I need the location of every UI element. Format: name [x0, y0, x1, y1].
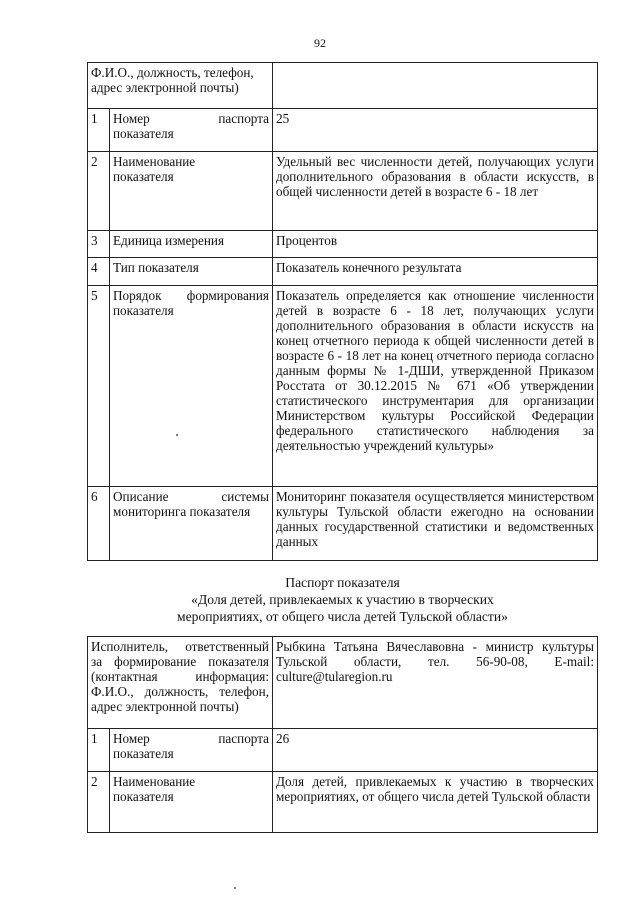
row-number: 4: [88, 258, 110, 286]
row-value: Удельный вес численности детей, получающих услуги дополнительного образования в области искусств, в общей численности детей в возрасте 6 - 18 лет: [273, 152, 598, 231]
label-word: паспорта: [218, 111, 269, 126]
row-label: [110, 487, 273, 561]
scan-speck: [234, 887, 236, 889]
row-label: Наименование показателя: [110, 152, 273, 231]
label-word: показателя: [113, 126, 174, 141]
row-label: Единица измерения: [110, 231, 273, 258]
label-word: формирования: [186, 288, 269, 303]
label-word: системы: [221, 489, 269, 504]
table-row: [88, 286, 598, 487]
row-value: 26: [273, 729, 598, 772]
passport-heading: [87, 574, 598, 625]
row-number: 3: [88, 231, 110, 258]
table-row: [88, 63, 598, 109]
row-number: 5: [88, 286, 110, 487]
passport-subtitle-line: «Доля детей, привлекаемых к участию в творческих: [191, 592, 494, 607]
row-label: [110, 729, 273, 772]
row-label: Наименование показателя: [110, 772, 273, 833]
passport-table-26: [87, 636, 598, 833]
row-number: 1: [88, 729, 110, 772]
table-row: [88, 637, 598, 729]
label-word: показателя: [113, 303, 174, 318]
label-word: Порядок: [113, 288, 162, 303]
passport-title: Паспорт показателя: [285, 575, 400, 590]
page-number: 92: [314, 36, 326, 50]
table-row: [88, 231, 598, 258]
contact-label: Ф.И.О., должность, телефон, адрес электронной почты): [88, 63, 273, 109]
table-row: [88, 772, 598, 833]
passport-table-25: [87, 62, 598, 561]
table-row: [88, 152, 598, 231]
table-row: [88, 487, 598, 561]
label-word: Номер: [113, 111, 150, 126]
row-value: Доля детей, привлекаемых к участию в творческих мероприятиях, от общего числа детей Тульской области: [273, 772, 598, 833]
label-word: Номер: [113, 731, 150, 746]
scan-speck: [176, 434, 178, 436]
row-value: Показатель конечного результата: [273, 258, 598, 286]
row-number: 2: [88, 772, 110, 833]
table-row: [88, 109, 598, 152]
table-row: [88, 258, 598, 286]
label-word: Описание: [113, 489, 169, 504]
row-number: 6: [88, 487, 110, 561]
row-number: 1: [88, 109, 110, 152]
row-value: Мониторинг показателя осуществляется министерством культуры Тульской области ежегодно на основании данных государственной статистики и ведомственных данных: [273, 487, 598, 561]
row-number: 2: [88, 152, 110, 231]
row-value: 25: [273, 109, 598, 152]
contact-value: [273, 63, 598, 109]
contact-label: Исполнитель, ответственный за формирование показателя (контактная информация: Ф.И.О., должность, телефон, адрес электронной почты): [88, 637, 273, 729]
row-value: Процентов: [273, 231, 598, 258]
table-row: [88, 729, 598, 772]
passport-subtitle-line: мероприятиях, от общего числа детей Тульской области»: [177, 609, 508, 624]
row-label: Тип показателя: [110, 258, 273, 286]
row-label: [110, 109, 273, 152]
contact-value: Рыбкина Татьяна Вячеславовна - министр культуры Тульской области, тел. 56-90-08, E-mail: culture@tularegion.ru: [273, 637, 598, 729]
label-word: показателя: [113, 746, 174, 761]
row-value: Показатель определяется как отношение численности детей в возрасте 6 - 18 лет, получающих услуги дополнительного образования в области искусств на конец отчетного периода к общей численности детей в возрасте 6 - 18 лет на конец отчетного периода согласно данным формы № 1-ДШИ, утвержденной Приказом Росстата от 30.12.2015 № 671 «Об утверждении статистического инструментария для организации Министерством культуры Российской Федерации федерального статистического наблюдения за деятельностью учреждений культуры»: [273, 286, 598, 487]
label-word: мониторинга показателя: [113, 504, 251, 519]
label-word: паспорта: [218, 731, 269, 746]
row-label: [110, 286, 273, 487]
